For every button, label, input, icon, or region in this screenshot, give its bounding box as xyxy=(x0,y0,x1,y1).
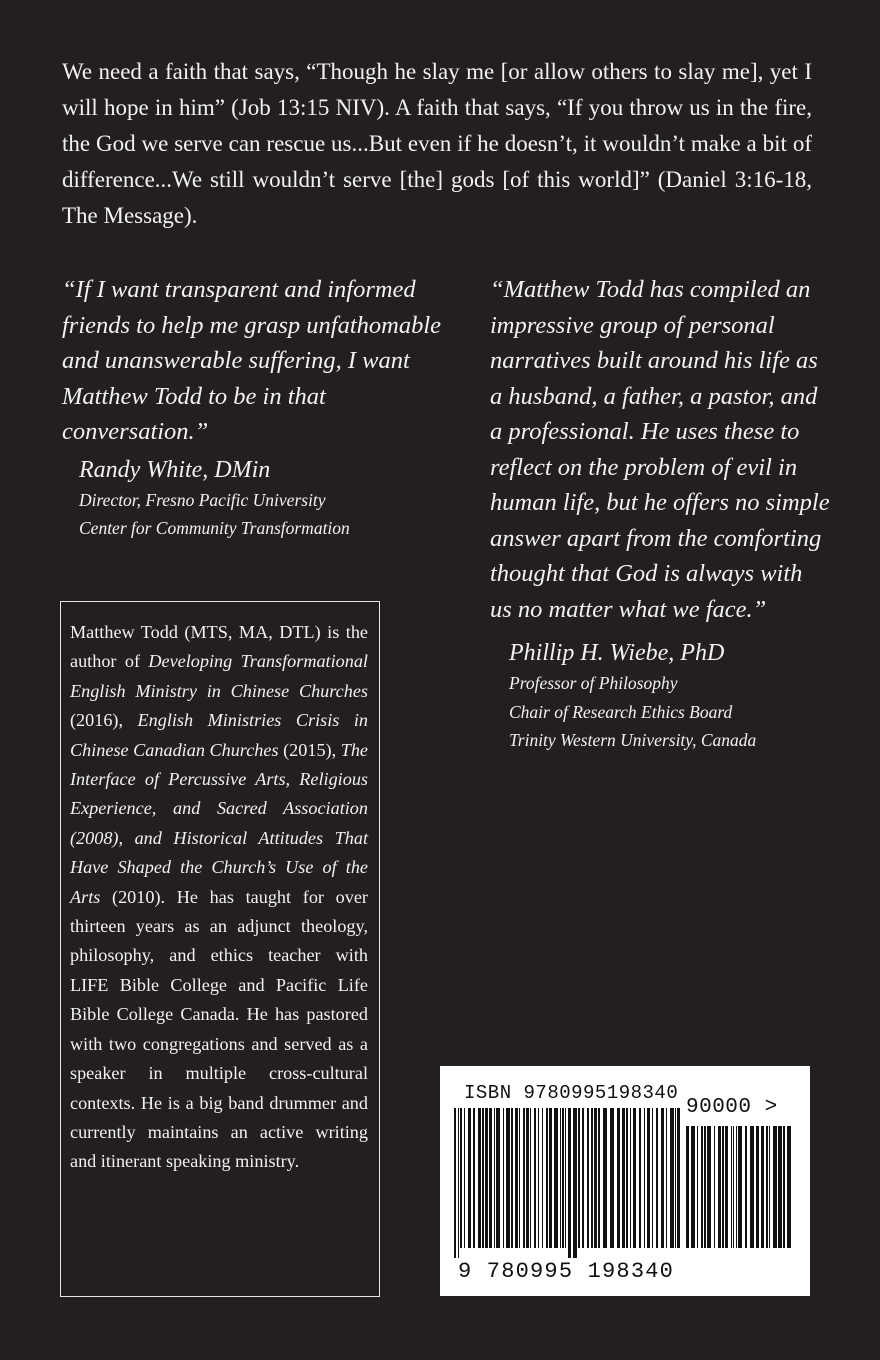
barcode-bar xyxy=(773,1126,777,1248)
barcode-bar xyxy=(736,1126,737,1248)
endorsement-quote: “If I want transparent and informed friends to help me grasp unfathomable and unanswerable suffering, I want Matthew Todd to be in that conversation.” xyxy=(62,276,442,445)
barcode-bar xyxy=(530,1108,531,1248)
barcode-bar xyxy=(578,1108,580,1248)
barcode-bar xyxy=(582,1108,584,1248)
barcode-bar xyxy=(519,1108,520,1248)
barcode-bar xyxy=(769,1126,770,1248)
barcode-bar xyxy=(591,1108,593,1248)
barcode-bar xyxy=(718,1126,721,1248)
barcode-bar xyxy=(526,1108,529,1248)
endorser-title-line: Professor of Philosophy xyxy=(509,673,678,693)
barcode-bar xyxy=(787,1126,791,1248)
barcode-bar xyxy=(523,1108,525,1248)
barcode-digits: 9 780995 198340 xyxy=(458,1259,675,1284)
barcode-bar xyxy=(704,1126,706,1248)
barcode-bar xyxy=(714,1126,715,1248)
barcode-bar xyxy=(691,1126,695,1248)
barcode-bar xyxy=(562,1108,564,1248)
barcode-bar xyxy=(534,1108,536,1248)
barcode-bar xyxy=(745,1126,747,1248)
barcode-bar xyxy=(686,1126,689,1248)
endorsement-left xyxy=(62,272,452,543)
barcode-bar xyxy=(666,1108,667,1248)
barcode-bar xyxy=(697,1126,698,1248)
isbn-label: ISBN 9780995198340 xyxy=(464,1082,679,1104)
barcode-bar xyxy=(626,1108,628,1248)
barcode-bar xyxy=(565,1108,566,1248)
barcode-bar xyxy=(766,1126,768,1248)
barcode-bars-main xyxy=(454,1108,680,1258)
barcode-bar xyxy=(722,1126,724,1248)
barcode-bar xyxy=(656,1108,658,1248)
barcode-bar xyxy=(633,1108,636,1248)
endorser-title-line: Chair of Research Ethics Board xyxy=(509,701,733,722)
endorser-title-line: Center for Community Transformation xyxy=(79,518,350,538)
barcode-bar xyxy=(554,1108,558,1248)
endorser-title-line: Trinity Western University, Canada xyxy=(509,730,757,750)
endorser-name: Phillip H. Wiebe, PhD xyxy=(509,640,725,666)
endorsement-quote: “Matthew Todd has compiled an impressive group of personal narratives built around his life as a husband, a father, a pastor, and a professional. He uses these to reflect on the problem of evil in human life, but he offers no simple answer apart from the comforting thought that God is always with us no matter what we face.” xyxy=(490,276,830,623)
barcode-bar xyxy=(630,1108,631,1248)
endorser-name: Randy White, DMin xyxy=(79,456,271,483)
barcode-bar xyxy=(478,1108,481,1248)
barcode-bar xyxy=(750,1126,754,1248)
barcode-bar xyxy=(503,1108,504,1248)
barcode-bar xyxy=(506,1108,510,1248)
barcode-bar xyxy=(603,1108,607,1248)
barcode-bar xyxy=(644,1108,645,1248)
book-title: English Ministries Crisis in Chinese Canadian Churches xyxy=(70,710,368,760)
barcode-bar xyxy=(731,1126,732,1248)
bio-text: (2015), xyxy=(278,739,341,760)
barcode-bar xyxy=(489,1108,492,1248)
barcode-bar xyxy=(783,1126,785,1248)
barcode-bar xyxy=(464,1108,465,1248)
barcode-bar xyxy=(573,1108,577,1258)
barcode-bar xyxy=(546,1108,548,1248)
endorsement-right xyxy=(490,272,830,755)
isbn-barcode xyxy=(440,1066,810,1296)
book-title: The Interface of Percussive Arts, Religious Experience, and Sacred Association (2008), and Historical Attitudes That Have Shaped the Church’s Use of the Arts xyxy=(70,739,368,907)
endorser-title-line: Director, Fresno Pacific University xyxy=(79,489,326,510)
barcode-bar xyxy=(538,1108,539,1248)
barcode-bar xyxy=(652,1108,653,1248)
barcode-bar xyxy=(701,1126,703,1248)
barcode-bar xyxy=(468,1108,471,1248)
barcode-bar xyxy=(622,1108,625,1248)
barcode-bar xyxy=(496,1108,500,1248)
barcode-bar xyxy=(494,1108,495,1248)
barcode-bar xyxy=(725,1126,728,1248)
barcode-bar xyxy=(639,1108,641,1248)
barcode-bar xyxy=(647,1108,650,1248)
barcode-bar xyxy=(482,1108,484,1248)
barcode-bar xyxy=(454,1108,456,1258)
barcode-bar xyxy=(778,1126,782,1248)
barcode-bar xyxy=(515,1108,518,1248)
author-bio-box xyxy=(60,601,380,1297)
barcode-bar xyxy=(542,1108,543,1248)
barcode-bar xyxy=(485,1108,488,1248)
barcode-bar xyxy=(594,1108,597,1248)
barcode-bar xyxy=(458,1108,459,1258)
barcode-bar xyxy=(661,1108,664,1248)
barcode-bar xyxy=(675,1108,676,1248)
barcode-bar xyxy=(738,1126,742,1248)
barcode-bar xyxy=(511,1108,513,1248)
bio-text: Matthew Todd (MTS, MA, DTL) is the author of xyxy=(70,622,368,672)
barcode-bar xyxy=(587,1108,589,1248)
barcode-bar xyxy=(761,1126,764,1248)
barcode-bar xyxy=(598,1108,600,1248)
bio-text: (2010). He has taught for over thirteen years as an adjunct theology, philosophy, and ethics teacher with LIFE Bible College and Pacific Life Bible College Canada. He has pastored with two congregations and served as a speaker in multiple cross-cultural contexts. He is a big band drummer and currently maintains an active writing and itinerant speaking ministry. xyxy=(70,886,368,1172)
barcode-bar xyxy=(670,1108,674,1248)
barcode-bar xyxy=(610,1108,614,1248)
barcode-bar xyxy=(733,1126,734,1248)
barcode-bar xyxy=(677,1108,680,1248)
barcode-bar xyxy=(460,1108,462,1248)
price-code: 90000 > xyxy=(686,1096,778,1119)
book-title: Developing Transformational English Ministry in Chinese Churches xyxy=(70,651,368,701)
barcode-bars-addon xyxy=(686,1126,794,1258)
barcode-bar xyxy=(617,1108,620,1248)
barcode-bar xyxy=(756,1126,759,1248)
barcode-bar xyxy=(560,1108,561,1248)
intro-paragraph: We need a faith that says, “Though he slay me [or allow others to slay me], yet I will hope in him” (Job 13:15 NIV). A faith that says, “If you throw us in the fire, the God we serve can rescue us...But even if he doesn’t, it wouldn’t make a bit of difference...We still wouldn’t serve [the] gods [of this world]” (Daniel 3:16-18, The Message). xyxy=(62,59,812,228)
barcode-bar xyxy=(568,1108,571,1258)
barcode-bar xyxy=(549,1108,552,1248)
barcode-bar xyxy=(707,1126,711,1248)
bio-text: (2016), xyxy=(70,710,138,731)
barcode-bar xyxy=(473,1108,475,1248)
